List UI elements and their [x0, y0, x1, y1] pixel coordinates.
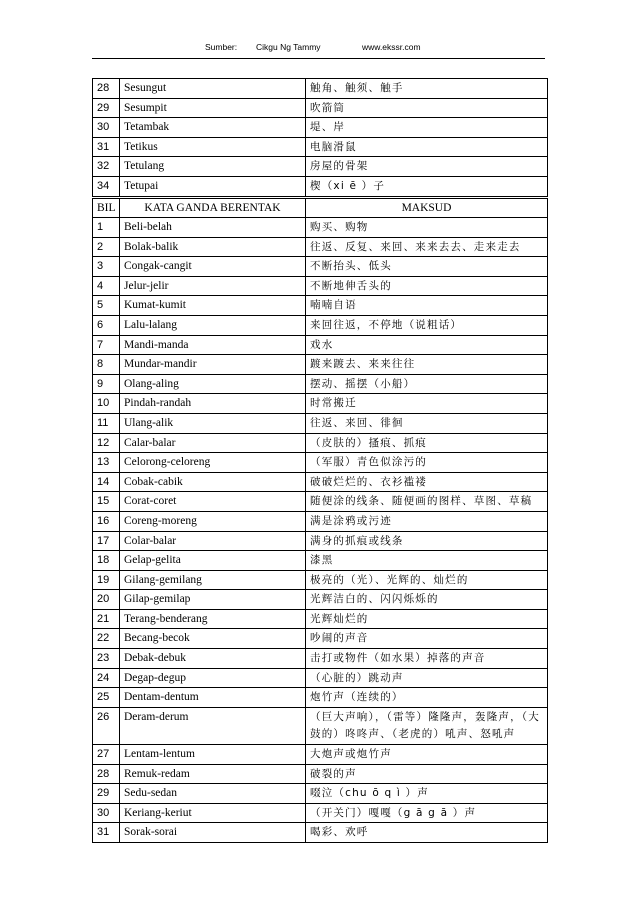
row-number: 26	[93, 707, 120, 744]
chinese-meaning: 房屋的骨架	[306, 157, 548, 177]
table-row	[93, 355, 548, 375]
malay-word: Tetambak	[120, 118, 306, 138]
table-row	[93, 413, 548, 433]
row-number: 17	[93, 531, 120, 551]
table-row	[93, 237, 548, 257]
malay-word: Gilang-gemilang	[120, 570, 306, 590]
table-row	[93, 296, 548, 316]
table-row	[93, 433, 548, 453]
table-row	[93, 453, 548, 473]
malay-word: Degap-degup	[120, 668, 306, 688]
row-number: 30	[93, 118, 120, 138]
chinese-meaning: 往返、来回、徘徊	[306, 413, 548, 433]
row-number: 13	[93, 453, 120, 473]
header-meaning: MAKSUD	[306, 199, 548, 218]
chinese-meaning: 击打或物件（如水果）掉落的声音	[306, 649, 548, 669]
malay-word: Tetupai	[120, 176, 306, 196]
malay-word: Remuk-redam	[120, 764, 306, 784]
chinese-meaning: 喃喃自语	[306, 296, 548, 316]
malay-word: Colar-balar	[120, 531, 306, 551]
malay-word: Pindah-randah	[120, 394, 306, 414]
row-number: 27	[93, 745, 120, 765]
chinese-meaning: （开关门）嘎嘎（g ā g ā ）声	[306, 803, 548, 823]
table-row	[93, 803, 548, 823]
table-row	[93, 79, 548, 99]
malay-word: Debak-debuk	[120, 649, 306, 669]
chinese-meaning: 时常搬迁	[306, 394, 548, 414]
chinese-meaning: 啜泣（chu ō q ì ）声	[306, 784, 548, 804]
chinese-meaning: 购买、购物	[306, 218, 548, 238]
chinese-meaning: 喝彩、欢呼	[306, 823, 548, 843]
table-row	[93, 570, 548, 590]
row-number: 15	[93, 492, 120, 512]
row-number: 28	[93, 79, 120, 99]
chinese-meaning: 往返、反复、来回、来来去去、走来走去	[306, 237, 548, 257]
malay-word: Keriang-keriut	[120, 803, 306, 823]
malay-word: Terang-benderang	[120, 609, 306, 629]
table-row	[93, 531, 548, 551]
kata-ganda-berentak-table	[92, 198, 548, 843]
table-row	[93, 745, 548, 765]
table-row	[93, 609, 548, 629]
chinese-meaning: 戏水	[306, 335, 548, 355]
malay-word: Cobak-cabik	[120, 472, 306, 492]
chinese-meaning: （皮肤的）搔痕、抓痕	[306, 433, 548, 453]
chinese-meaning: （军服）青色似涂污的	[306, 453, 548, 473]
chinese-meaning: 漆黑	[306, 551, 548, 571]
table-row	[93, 649, 548, 669]
row-number: 6	[93, 315, 120, 335]
table-row	[93, 764, 548, 784]
malay-word: Dentam-dentum	[120, 688, 306, 708]
row-number: 18	[93, 551, 120, 571]
chinese-meaning: 堤、岸	[306, 118, 548, 138]
malay-word: Mundar-mandir	[120, 355, 306, 375]
row-number: 31	[93, 137, 120, 157]
malay-word: Becang-becok	[120, 629, 306, 649]
chinese-meaning: 满身的抓痕或线条	[306, 531, 548, 551]
chinese-meaning: 摆动、摇摆（小船）	[306, 374, 548, 394]
row-number: 21	[93, 609, 120, 629]
table-row	[93, 98, 548, 118]
malay-word: Tetulang	[120, 157, 306, 177]
chinese-meaning: 光辉洁白的、闪闪烁烁的	[306, 590, 548, 610]
malay-word: Gelap-gelita	[120, 551, 306, 571]
row-number: 3	[93, 257, 120, 277]
table-row	[93, 335, 548, 355]
malay-word: Jelur-jelir	[120, 276, 306, 296]
malay-word: Sesungut	[120, 79, 306, 99]
row-number: 23	[93, 649, 120, 669]
malay-word: Congak-cangit	[120, 257, 306, 277]
chinese-meaning: 不断地伸舌头的	[306, 276, 548, 296]
row-number: 1	[93, 218, 120, 238]
row-number: 5	[93, 296, 120, 316]
table-row	[93, 257, 548, 277]
header-divider	[92, 58, 545, 59]
malay-word: Celorong-celoreng	[120, 453, 306, 473]
chinese-meaning: 破破烂烂的、衣衫褴褛	[306, 472, 548, 492]
row-number: 24	[93, 668, 120, 688]
malay-word: Tetikus	[120, 137, 306, 157]
malay-word: Calar-balar	[120, 433, 306, 453]
chinese-meaning: （心脏的）跳动声	[306, 668, 548, 688]
row-number: 16	[93, 511, 120, 531]
row-number: 30	[93, 803, 120, 823]
chinese-meaning: 大炮声或炮竹声	[306, 745, 548, 765]
row-number: 11	[93, 413, 120, 433]
row-number: 19	[93, 570, 120, 590]
malay-word: Sedu-sedan	[120, 784, 306, 804]
table-row	[93, 176, 548, 196]
malay-word: Ulang-alik	[120, 413, 306, 433]
chinese-meaning: 光辉灿烂的	[306, 609, 548, 629]
row-number: 34	[93, 176, 120, 196]
chinese-meaning: 炮竹声（连续的）	[306, 688, 548, 708]
chinese-meaning: 楔（xi ē ）子	[306, 176, 548, 196]
row-number: 2	[93, 237, 120, 257]
table-row	[93, 492, 548, 512]
malay-word: Lentam-lentum	[120, 745, 306, 765]
malay-word: Bolak-balik	[120, 237, 306, 257]
table-row	[93, 374, 548, 394]
malay-word: Kumat-kumit	[120, 296, 306, 316]
table-row	[93, 394, 548, 414]
row-number: 8	[93, 355, 120, 375]
malay-word: Beli-belah	[120, 218, 306, 238]
row-number: 14	[93, 472, 120, 492]
row-number: 31	[93, 823, 120, 843]
malay-word: Gilap-gemilap	[120, 590, 306, 610]
table-row	[93, 511, 548, 531]
table-row	[93, 688, 548, 708]
table-row	[93, 137, 548, 157]
row-number: 25	[93, 688, 120, 708]
malay-word: Olang-aling	[120, 374, 306, 394]
row-number: 10	[93, 394, 120, 414]
table-row	[93, 218, 548, 238]
table-row	[93, 668, 548, 688]
kata-ganda-berentak-body	[93, 218, 548, 843]
chinese-meaning: 破裂的声	[306, 764, 548, 784]
table-row	[93, 315, 548, 335]
chinese-meaning: 吹箭筒	[306, 98, 548, 118]
table-row	[93, 629, 548, 649]
chinese-meaning: 电脑滑鼠	[306, 137, 548, 157]
word-table-part1	[92, 78, 548, 197]
row-number: 20	[93, 590, 120, 610]
author-name: Cikgu Ng Tammy	[256, 42, 321, 52]
table-row	[93, 551, 548, 571]
header-bil: BIL	[93, 199, 120, 218]
row-number: 7	[93, 335, 120, 355]
chinese-meaning: 不断抬头、低头	[306, 257, 548, 277]
row-number: 28	[93, 764, 120, 784]
malay-word: Corat-coret	[120, 492, 306, 512]
chinese-meaning: 极亮的（光）、光辉的、灿烂的	[306, 570, 548, 590]
page-header	[0, 42, 638, 56]
malay-word: Deram-derum	[120, 707, 306, 744]
chinese-meaning: 随便涂的线条、随便画的图样、草图、草稿	[306, 492, 548, 512]
table-row	[93, 118, 548, 138]
chinese-meaning: 来回往返，不停地（说粗话）	[306, 315, 548, 335]
row-number: 29	[93, 98, 120, 118]
source-label: Sumber:	[205, 42, 238, 52]
malay-word: Mandi-manda	[120, 335, 306, 355]
chinese-meaning: 触角、触须、触手	[306, 79, 548, 99]
row-number: 12	[93, 433, 120, 453]
malay-word: Lalu-lalang	[120, 315, 306, 335]
chinese-meaning: 踱来踱去、来来往往	[306, 355, 548, 375]
website: www.ekssr.com	[362, 42, 421, 52]
row-number: 9	[93, 374, 120, 394]
word-table-part1-body	[93, 79, 548, 197]
row-number: 32	[93, 157, 120, 177]
table-row	[93, 157, 548, 177]
table-row	[93, 707, 548, 744]
malay-word: Sorak-sorai	[120, 823, 306, 843]
malay-word: Coreng-moreng	[120, 511, 306, 531]
chinese-meaning: 吵闹的声音	[306, 629, 548, 649]
table-row	[93, 590, 548, 610]
chinese-meaning: 满是涂鸦或污迹	[306, 511, 548, 531]
table-header-row	[93, 199, 548, 218]
malay-word: Sesumpit	[120, 98, 306, 118]
table-row	[93, 276, 548, 296]
table-row	[93, 823, 548, 843]
row-number: 4	[93, 276, 120, 296]
table-row	[93, 472, 548, 492]
row-number: 22	[93, 629, 120, 649]
header-word: KATA GANDA BERENTAK	[120, 199, 306, 218]
row-number: 29	[93, 784, 120, 804]
table-row	[93, 784, 548, 804]
chinese-meaning: （巨大声响），（雷等）隆隆声，轰隆声，（大鼓的）咚咚声、（老虎的）吼声、怒吼声	[306, 707, 548, 744]
